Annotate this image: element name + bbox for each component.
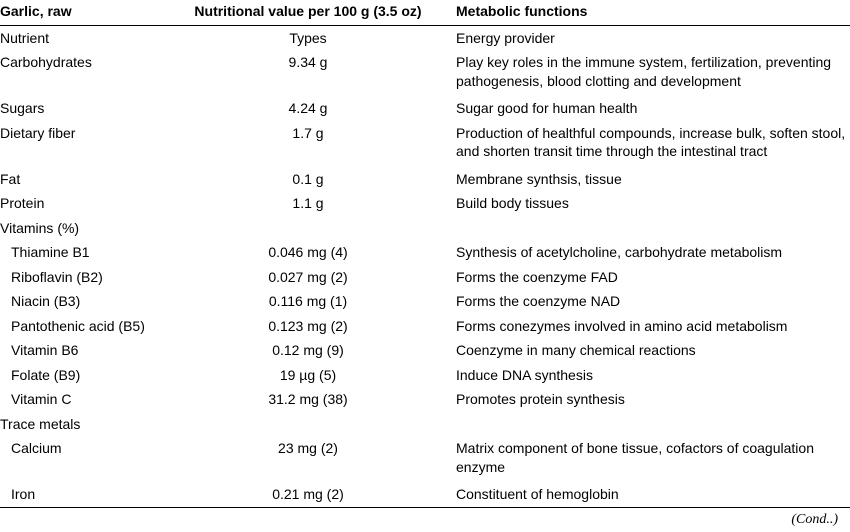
header-metabolic-functions: Metabolic functions: [456, 3, 588, 19]
metabolic-function-cell: Play key roles in the immune system, fertilization, preventing pathogenesis, blood clotting and development: [456, 54, 832, 89]
table-row: [0, 265, 850, 290]
metabolic-function-cell: Promotes protein synthesis: [456, 391, 625, 407]
table-row: [0, 50, 850, 96]
nutrient-name-cell: Protein: [0, 195, 45, 211]
table-row: [0, 216, 850, 241]
table-row: [0, 436, 850, 482]
table-row: [0, 167, 850, 192]
table-row: [0, 121, 850, 167]
metabolic-function-cell: [451, 216, 850, 241]
nutritional-value-cell: 23 mg (2): [278, 440, 338, 456]
nutrient-name-cell: Pantothenic acid (B5): [11, 317, 145, 334]
continued-note: (Cond..): [791, 512, 838, 527]
nutrient-name-cell: Folate (B9): [11, 366, 81, 383]
table-row: [0, 412, 850, 437]
nutrient-name-cell: Dietary fiber: [0, 124, 76, 141]
nutritional-value-cell: 0.1 g: [292, 170, 324, 187]
nutritional-value-cell: 9.34 g: [288, 54, 328, 70]
nutrient-name-cell: Nutrient: [0, 29, 50, 46]
table-row: [0, 289, 850, 314]
metabolic-function-cell: Constituent of hemoglobin: [456, 486, 619, 502]
nutrient-name-cell: Iron: [11, 486, 36, 502]
nutritional-value-cell: 31.2 mg (38): [268, 391, 348, 407]
metabolic-function-cell: Matrix component of bone tissue, cofactors of coagulation enzyme: [456, 440, 814, 475]
nutrient-name-cell: Vitamin C: [11, 391, 72, 407]
nutrient-name-cell: Carbohydrates: [0, 54, 92, 70]
nutrient-name-cell: Calcium: [11, 440, 62, 456]
nutritional-value-cell: 0.116 mg (1): [268, 293, 348, 309]
nutrient-name-cell: Sugars: [0, 100, 45, 116]
nutritional-value-cell: 0.046 mg (4): [268, 244, 348, 260]
header-garlic-raw: Garlic, raw: [0, 3, 72, 19]
table-row: [0, 314, 850, 339]
nutrient-name-cell: Fat: [0, 170, 21, 187]
nutrient-name-cell: Thiamine B1: [11, 244, 90, 260]
table-bottom-rule: [0, 507, 850, 508]
table-row: [0, 363, 850, 388]
metabolic-function-cell: Synthesis of acetylcholine, carbohydrate metabolism: [456, 244, 783, 260]
table-row: [0, 240, 850, 265]
metabolic-function-cell: Coenzyme in many chemical reactions: [456, 342, 696, 358]
table-body: [0, 25, 850, 507]
table-row: [0, 338, 850, 363]
metabolic-function-cell: Sugar good for human health: [456, 100, 638, 116]
table-header-row: [0, 0, 850, 25]
nutritional-value-cell: 19 µg (5): [279, 366, 337, 383]
metabolic-function-cell: Production of healthful compounds, increase bulk, soften stool, and shorten transit time through the intestinal tract: [456, 124, 846, 159]
metabolic-function-cell: Build body tissues: [456, 195, 569, 211]
table-row: [0, 191, 850, 216]
nutritional-value-cell: [165, 216, 451, 241]
metabolic-function-cell: Membrane synthsis, tissue: [456, 170, 622, 187]
nutritional-value-cell: 0.027 mg (2): [268, 268, 348, 285]
nutritional-value-cell: 1.1 g: [292, 195, 324, 211]
metabolic-function-cell: Forms conezymes involved in amino acid metabolism: [456, 317, 788, 334]
nutrient-name-cell: Riboflavin (B2): [11, 268, 103, 285]
metabolic-function-cell: Energy provider: [456, 29, 555, 46]
nutrient-name-cell: Trace metals: [0, 415, 81, 432]
table-row: [0, 96, 850, 121]
nutritional-value-cell: 1.7 g: [292, 124, 324, 141]
nutritional-value-cell: 4.24 g: [288, 100, 328, 116]
header-nutritional-value: Nutritional value per 100 g (3.5 oz): [194, 3, 422, 19]
nutrient-name-cell: Niacin (B3): [11, 293, 81, 309]
nutritional-value-cell: [165, 412, 451, 437]
nutritional-value-cell: 0.12 mg (9): [272, 342, 344, 358]
nutritional-value-cell: Types: [289, 29, 327, 46]
table-row: [0, 25, 850, 50]
nutrient-name-cell: Vitamin B6: [11, 342, 79, 358]
metabolic-function-cell: Induce DNA synthesis: [456, 366, 593, 383]
table-row: [0, 482, 850, 507]
metabolic-function-cell: Forms the coenzyme FAD: [456, 268, 618, 285]
table-row: [0, 387, 850, 412]
nutritional-value-cell: 0.123 mg (2): [268, 317, 348, 334]
metabolic-function-cell: Forms the coenzyme NAD: [456, 293, 621, 309]
nutrient-name-cell: Vitamins (%): [0, 219, 80, 236]
nutritional-value-cell: 0.21 mg (2): [272, 486, 344, 502]
metabolic-function-cell: [451, 412, 850, 437]
